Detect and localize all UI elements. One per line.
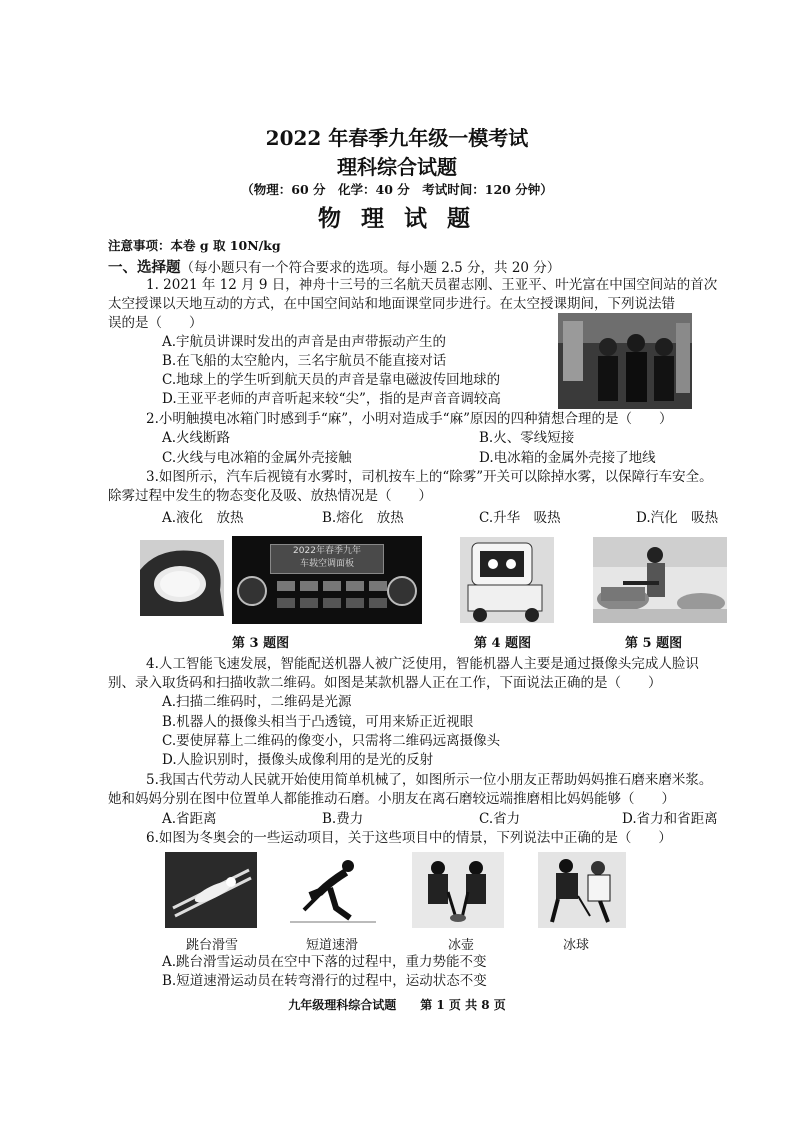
q5-option-a: A.省距离 [162, 811, 217, 827]
fig5-caption: 第 5 题图 [625, 636, 683, 651]
q1-stem-line3: 误的是（ ） [108, 315, 203, 331]
sport-label-curling: 冰壶 [448, 938, 475, 953]
delivery-robot-photo [460, 537, 554, 623]
sport-label-ice-hockey: 冰球 [563, 938, 590, 953]
q4-option-a: A.扫描二维码时，二维码是光源 [162, 694, 352, 710]
q1-option-c: C.地球上的学生听到航天员的声音是靠电磁波传回地球的 [162, 372, 501, 388]
millstone-photo [593, 537, 727, 623]
q2-stem: 2.小明触摸电冰箱门时感到手“麻”，小明对造成手“麻”原因的四种猜想合理的是（ ） [146, 411, 673, 427]
page-footer: 九年级理科综合试题 第 1 页 共 8 页 [288, 998, 506, 1012]
panel-screen-line2: 车载空调面板 [299, 559, 354, 569]
astronauts-photo [558, 313, 692, 409]
exam-subtitle: 理科综合试题 [337, 155, 457, 179]
side-mirror-photo [140, 540, 224, 616]
q4-option-c: C.要使屏幕上二维码的像变小，只需将二维码远离摄像头 [162, 733, 501, 749]
q2-option-c: C.火线与电冰箱的金属外壳接触 [162, 450, 352, 466]
q5-stem-line1: 5.我国古代劳动人民就开始使用简单机械了，如图所示一位小朋友正帮助妈妈推石磨来磨米浆。 [146, 772, 713, 788]
q3-option-d: D.汽化 吸热 [636, 510, 719, 526]
sport-label-speed-skating: 短道速滑 [306, 938, 359, 953]
part1-heading [108, 256, 560, 277]
fig4-caption: 第 4 题图 [474, 636, 532, 651]
q1-option-d: D.王亚平老师的声音听起来较“尖”，指的是声音音调较高 [162, 391, 501, 407]
note: 注意事项：本卷 g 取 10N/kg [108, 238, 281, 253]
q6-stem: 6.如图为冬奥会的一些运动项目，关于这些项目中的情景，下列说法中正确的是（ ） [146, 830, 672, 846]
q4-option-d: D.人脸识别时，摄像头成像利用的是光的反射 [162, 752, 434, 768]
sport-label-ski-jumping: 跳台滑雪 [186, 938, 239, 953]
q3-option-c: C.升华 吸热 [479, 510, 561, 526]
part1-label: 一、选择题 [108, 259, 181, 276]
q3-stem-line1: 3.如图所示，汽车后视镜有水雾时，司机按车上的“除雾”开关可以除掉水雾，以保障行车安全。 [146, 469, 713, 485]
q2-option-b: B.火、零线短接 [479, 430, 575, 446]
panel-screen-line1: 2022年春季九年 [293, 546, 361, 556]
car-control-panel-photo [232, 536, 422, 624]
q4-stem-line1: 4.人工智能飞速发展，智能配送机器人被广泛使用，智能机器人主要是通过摄像头完成人脸识 [146, 656, 699, 672]
q3-option-a: A.液化 放热 [162, 510, 244, 526]
exam-title: 2022 年春季九年级一模考试 [265, 126, 529, 150]
curling-photo [412, 852, 504, 928]
q6-option-a: A.跳台滑雪运动员在空中下落的过程中，重力势能不变 [162, 954, 487, 970]
section-title: 物 理 试 题 [317, 205, 477, 232]
q3-option-b: B.熔化 放热 [322, 510, 404, 526]
ski-jumping-photo [165, 852, 257, 928]
q2-option-a: A.火线断路 [162, 430, 231, 446]
fig3-caption: 第 3 题图 [232, 636, 290, 651]
q3-stem-line2: 除雾过程中发生的物态变化及吸、放热情况是（ ） [108, 488, 432, 504]
ice-hockey-photo [538, 852, 626, 928]
q4-stem-line2: 别、录入取货码和扫描收款二维码。如图是某款机器人正在工作，下面说法正确的是（ ） [108, 675, 662, 691]
q1-stem-line2: 太空授课以天地互动的方式，在中国空间站和地面课堂同步进行。在太空授课期间，下列说法错 [108, 296, 675, 312]
q2-option-d: D.电冰箱的金属外壳接了地线 [479, 450, 656, 466]
q5-option-b: B.费力 [322, 811, 364, 827]
q5-stem-line2: 她和妈妈分别在图中位置单人都能推动石磨。小朋友在离石磨较远端推磨相比妈妈能够（ ） [108, 791, 675, 807]
part1-instruction: （每小题只有一个符合要求的选项。每小题 2.5 分，共 20 分） [180, 260, 561, 276]
q5-option-c: C.省力 [479, 811, 521, 827]
speed-skating-photo [290, 852, 376, 928]
q6-option-b: B.短道速滑运动员在转弯滑行的过程中，运动状态不变 [162, 973, 487, 989]
q1-option-a: A.宇航员讲课时发出的声音是由声带振动产生的 [162, 334, 447, 350]
q5-option-d: D.省力和省距离 [622, 811, 718, 827]
exam-info: （物理：60 分 化学：40 分 考试时间：120 分钟） [241, 182, 553, 197]
q1-stem-line1: 1. 2021 年 12 月 9 日，神舟十三号的三名航天员翟志刚、王亚平、叶光富在中国空间站的首次 [146, 277, 718, 293]
q4-option-b: B.机器人的摄像头相当于凸透镜，可用来矫正近视眼 [162, 714, 474, 730]
q1-option-b: B.在飞船的太空舱内，三名宇航员不能直接对话 [162, 353, 447, 369]
